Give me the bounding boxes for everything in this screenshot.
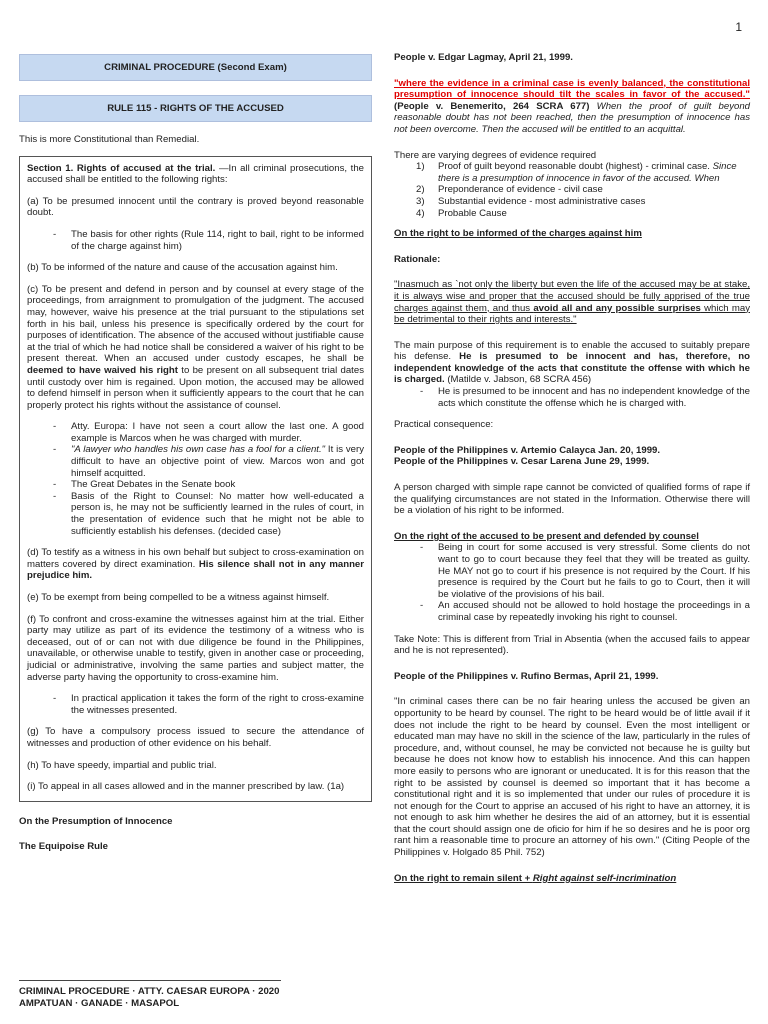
heading-presumption: On the Presumption of Innocence [19,815,173,827]
list-text-italic: Since there is a presumption of innocence in favor of the accused. When [438,161,737,184]
rape-paragraph: A person charged with simple rape cannot be convicted of qualified forms of rape if the qualifying circumstances are not stated in the Information. Otherwise there will be a violation of his right to be informed. [394,482,750,517]
list-item [416,208,750,220]
rationale-bold: avoid all and any possible surprises [533,302,701,314]
right-c-bold: deemed to have waived his right [27,364,178,376]
left-column [19,52,372,853]
right-d [27,547,364,582]
footer-line-2: AMPATUAN · GANADE · MASAPOL [19,998,180,1009]
right-d-text: (d) To testify as a witness in his own behalf but subject to cross-examination on matters covered by direct examination. [27,547,364,570]
case-bermas: People of the Philippines v. Rufino Bermas, April 21, 1999. [394,670,659,682]
list-number: 1) [416,161,425,173]
list-item: - Basis of the Right to Counsel: No matter how well-educated a person is, he may not be sufficiently learned in the rules of court, in the presentation of evidence such that he might not be able to sufficiently establish his defenses. (decided case) [53,491,364,537]
heading-equipoise: The Equipoise Rule [19,841,109,853]
heading-silent-italic: Right against self-incrimination [532,872,677,884]
list-item: - In practical application it takes the form of the right to cross-examine the witnesses presented. [53,693,364,716]
case-larena: People of the Philippines v. Cesar Larena June 29, 1999. [394,456,650,468]
right-d-bold: His silence shall not in any manner prejudice him. [27,558,364,582]
list-number: 2) [416,184,425,196]
quote-italic: "A lawyer who handles his own case has a fool for a client." [71,444,326,456]
right-b: (b) To be informed of the nature and cause of the accusation against him. [27,262,338,274]
quote-rest: It is very difficult to have an objective point of view. Marcos won and got himself acquitted. [71,444,364,479]
purpose-notes [394,386,750,409]
present-notes [394,542,750,623]
equipoise-quote: "where the evidence in a criminal case is evenly balanced, the constitutional presumption of innocence should tilt the scales in favor of the accused." [394,77,750,101]
list-item: - The Great Debates in the Senate book [53,479,364,491]
acquittal-note: When the proof of guilt beyond reasonable doubt has not been reached, then the presumption of innocence has not been overcome. Then the accused will be entitled to an acquittal. [394,100,750,135]
rationale-text-1: "Inasmuch as `not only the liberty but even the life of the accused may be at stake, it is always wise and proper that the accused should be fully apprised of the true charges against them, and thus [394,279,750,314]
right-e: (e) To be exempt from being compelled to be a witness against himself. [27,592,330,603]
right-g: (g) To have a compulsory process issued to secure the attendance of witnesses and production of other evidence on his behalf. [27,726,364,749]
right-column [394,52,750,884]
list-number: 4) [416,207,425,219]
purpose-bold: He is presumed to be innocent and has, therefore, no independent knowledge of the acts that constitute the offense with which he is charged. [394,351,750,386]
right-c-text-2: to be present on all subsequent trial dates until custody over him is regained. Upon motion, the accused may be allowed to defend himself in person when it sufficiently appears to the court that he can properly protect his rights without the assistance of counsel. [27,364,364,411]
rationale-label: Rationale: [394,253,441,265]
purpose-paragraph [394,340,750,386]
purpose-text-1: The main purpose of this requirement is to enable the accused to suitably prepare his defense. [394,339,750,363]
section-1-box [19,156,372,802]
benemerito-cite: (People v. Benemerito, 264 SCRA 677) [394,100,590,112]
right-i: (i) To appeal in all cases allowed and in the manner prescribed by law. (1a) [27,781,345,793]
rationale-quote [394,279,750,325]
heading-present: On the right of the accused to be present and defended by counsel [394,530,699,542]
right-a: (a) To be presumed innocent until the contrary is proved beyond reasonable doubt. [27,195,364,219]
page-footer [19,980,281,1010]
case-calayca: People of the Philippines v. Artemio Calayca Jan. 20, 1999. [394,444,661,456]
list-item: - He is presumed to be innocent and has no independent knowledge of the acts which constitute the offense which he is charged with. [420,386,750,409]
take-note: Take Note: This is different from Trial in Absentia (when the accused fails to appear and he is not represented). [394,633,750,657]
bermas-quote: "In criminal cases there can be no fair hearing unless the accused be given an opportunity to be heard by counsel. The right to be heard would be of little avail if it does not include the right to be heard by counsel. Even the most intelligent or educated man may have no skill in the science of the law, particularly in the rules of procedure, and, without counsel, he may be convicted not because he is guilty but because he does not know how to establish his innocence. And this can happen more easily to persons who are ignorant or uneducated. It is for this reason that the right to be assisted by counsel is deemed so important that it has become a constitutional right and it is so implemented that under our rules of procedure it is not enough for the Court to apprise an accused of his right to have an attorney, it is not enough to ask him whether he desires the aid of an attorney, but it is essential that the court should assign one de oficio for him if he so desires and he is poor org rant him a reasonable time to procure an attorney of his own." (Citing People of the Philippines v. Holgado 85 Phil. 752) [394,696,750,859]
right-f: (f) To confront and cross-examine the witnesses against him at the trial. Either party may utilize as part of its evidence the testimony of a witness who is deceased, out of or can not with due diligence be found in the Philippines, unavailable, or otherwise unable to testify, given in another case or proceeding, judicial or administrative, involving the same parties and subject matter, the adverse party having the opportunity to cross-examine him. [27,613,364,683]
list-item [416,184,750,196]
list-text: Proof of guilt beyond reasonable doubt (highest) - criminal case. [438,161,713,173]
list-item: - Being in court for some accused is very stressful. Some clients do not want to go to court because they feel that they will be treated as guilty. He MAY not go to court if his presence is not required by the Court. If his presence is required by the Court but he fails to go to Court, then it will be violative of the provisions of his bail. [420,542,750,600]
list-number: 3) [416,195,425,207]
footer-line-1: CRIMINAL PROCEDURE · ATTY. CAESAR EUROPA · 2020 [19,986,280,997]
intro-text: This is more Constitutional than Remedial. [19,134,200,145]
heading-informed: On the right to be informed of the charges against him [394,228,642,240]
right-a-notes [27,229,364,252]
case-lagmay: People v. Edgar Lagmay, April 21, 1999. [394,52,573,63]
rationale-text-2: which may be detrimental to their rights and interests." [394,302,750,326]
course-header: CRIMINAL PROCEDURE (Second Exam) [19,54,372,81]
list-item [416,161,750,184]
right-c-text-1: (c) To be present and defend in person and by counsel at every stage of the proceedings, from arraignment to promulgation of the judgment. The accused may, however, waive his presence at the trial pursuant to the stipulations set forth in his bail, unless his presence is specifically ordered by the court for purposes of identification. The absence of the accused without justifiable cause at the trial of which he had notice shall be considered a waiver of his right to be present thereat. When an accused under custody escapes, he shall be [27,283,364,365]
section-1-title: Section 1. Rights of accused at the trial. [27,162,216,174]
right-h: (h) To have speedy, impartial and public trial. [27,759,217,771]
list-item: - An accused should not be allowed to hold hostage the proceedings in a criminal case by repeatedly invoking his right to counsel. [420,600,750,623]
list-item [53,444,364,479]
heading-silent [394,873,750,885]
degrees-list [394,161,750,219]
degrees-intro: There are varying degrees of evidence required [394,149,597,161]
rule-header: RULE 115 - RIGHTS OF THE ACCUSED [19,95,372,122]
purpose-cite: (Matilde v. Jabson, 68 SCRA 456) [444,374,592,386]
list-item: - The basis for other rights (Rule 114, right to bail, right to be informed of the charge against him) [53,229,364,252]
list-item: - Atty. Europa: I have not seen a court allow the last one. A good example is Marcos when he was charged with murder. [53,421,364,444]
right-c-notes [27,421,364,537]
list-text: Probable Cause [438,207,507,219]
section-1-lead: —In all criminal prosecutions, the accused shall be entitled to the following rights: [27,162,364,186]
heading-silent-text: On the right to remain silent + [394,872,533,884]
practical-label: Practical consequence: [394,419,494,431]
section-1-paragraph [27,163,364,186]
page-number: 1 [735,20,742,34]
right-f-notes [27,693,364,716]
equipoise-quote-paragraph [394,78,750,136]
list-text: Substantial evidence - most administrative cases [438,195,646,207]
list-text: Preponderance of evidence - civil case [438,184,603,196]
right-c [27,284,364,412]
list-item [416,196,750,208]
